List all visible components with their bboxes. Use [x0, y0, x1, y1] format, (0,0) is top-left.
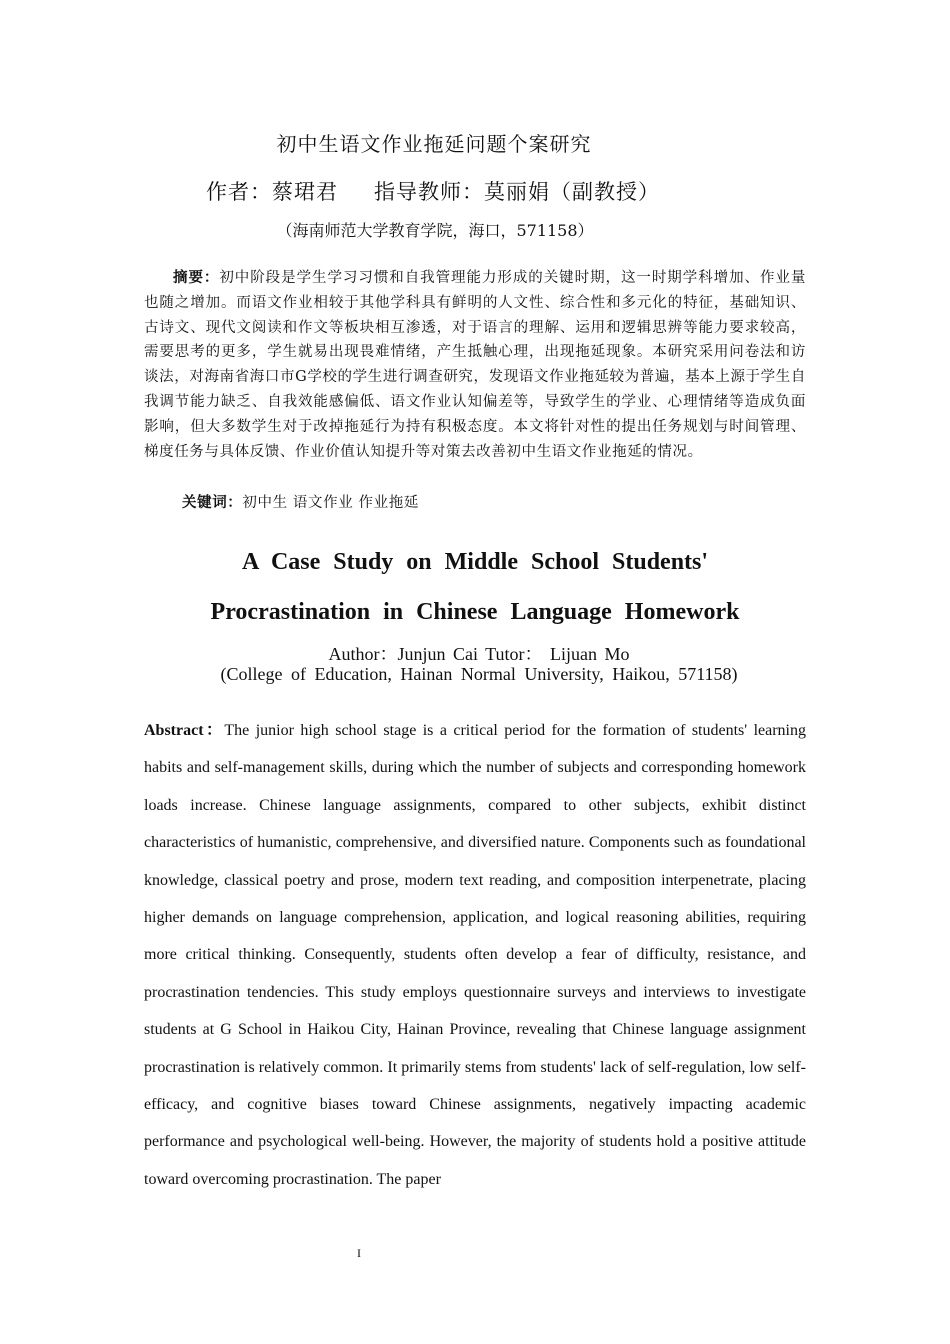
chinese-keywords [182, 491, 419, 512]
chinese-author-line [206, 176, 660, 206]
chinese-keywords-label: 关键词： [182, 494, 243, 511]
chinese-keywords-text: 初中生 语文作业 作业拖延 [242, 495, 419, 511]
chinese-title: 初中生语文作业拖延问题个案研究 [276, 132, 592, 156]
english-title-line-2: Procrastination in Chinese Language Homework [210, 599, 740, 625]
author-label: 作者： [206, 180, 272, 204]
english-abstract [144, 712, 806, 1198]
english-title-line-1: A Case Study on Middle School Students' [241, 549, 709, 575]
english-author-line: Author：Junjun Cai Tutor： Lijuan Mo [328, 644, 630, 664]
english-abstract-text: The junior high school stage is a critical period for the formation of students' learning habits and self-management skills, during which the number of subjects and corresponding homework loads increase. Chinese language assignments, compared to other subjects, exhibit distinct characteristics of humanistic, comprehensive, and diversified nature. Components such as foundational knowledge, classical poetry and prose, modern text reading, and composition interpenetrate, placing higher demands on language comprehension, application, and logical reasoning abilities, requiring more critical thinking. Consequently, students often develop a fear of difficulty, resistance, and procrastination tendencies. This study employs questionnaire surveys and interviews to investigate students at G School in Haikou City, Hainan Province, revealing that Chinese language assignment procrastination is relatively common. It primarily stems from students' lack of self-regulation, low self-efficacy, and cognitive biases toward Chinese assignments, negatively impacting academic performance and psychological well-being. However, the majority of students hold a positive attitude toward overcoming procrastination. The paper [144, 722, 807, 1188]
author-name: 蔡珺君 [272, 180, 338, 204]
chinese-abstract-label: 摘要： [173, 269, 220, 286]
tutor-label: 指导教师： [374, 180, 484, 204]
english-affiliation: (College of Education, Hainan Normal University, Haikou, 571158) [220, 664, 738, 684]
chinese-abstract-text: 初中阶段是学生学习习惯和自我管理能力形成的关键时期，这一时期学科增加、作业量也随之增加。而语文作业相较于其他学科具有鲜明的人文性、综合性和多元化的特征，基础知识、古诗文、现代文阅读和作文等板块相互渗透，对于语言的理解、运用和逻辑思辨等能力要求较高，需要思考的更多，学生就易出现畏难情绪，产生抵触心理，出现拖延现象。本研究采用问卷法和访谈法，对海南省海口市G学校的学生进行调查研究，发现语文作业拖延较为普遍，基本上源于学生自我调节能力缺乏、自我效能感偏低、语文作业认知偏差等，导致学生的学业、心理情绪等造成负面影响，但大多数学生对于改掉拖延行为持有积极态度。本文将针对性的提出任务规划与时间管理、梯度任务与具体反馈、作业价值认知提升等对策去改善初中生语文作业拖延的情况。 [144, 270, 806, 460]
chinese-abstract [144, 266, 806, 464]
tutor-name: 莫丽娟（副教授） [484, 180, 660, 204]
page-number: I [357, 1246, 361, 1260]
chinese-affiliation: （海南师范大学教育学院，海口，571158） [276, 221, 594, 240]
english-abstract-label: Abstract： [144, 722, 225, 739]
